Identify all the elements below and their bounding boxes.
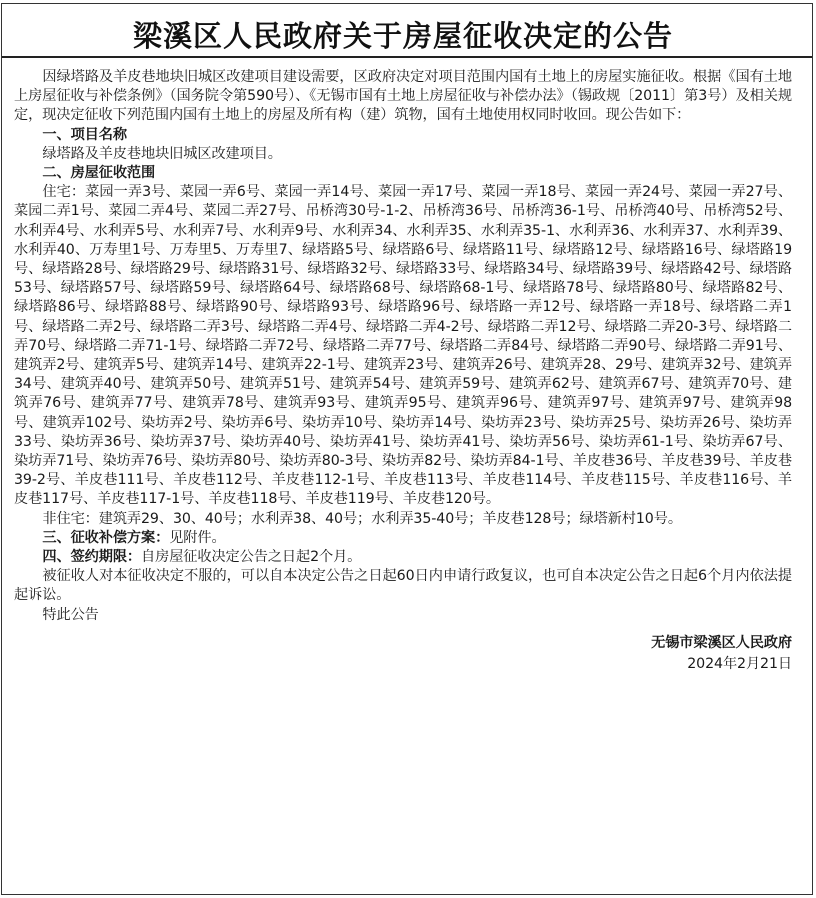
title-divider [2, 56, 812, 58]
section-1-text: 绿塔路及羊皮巷地块旧城区改建项目。 [42, 145, 282, 162]
issue-date: 2024年2月21日 [687, 655, 792, 672]
section-3-heading: 三、征收补偿方案： [42, 529, 170, 546]
appeal-paragraph: 被征收人对本征收决定不服的，可以自本决定公告之日起60日内申请行政复议，也可自本决定公告之日起6个月内依法提起诉讼。 [14, 568, 792, 604]
section-1-heading: 一、项目名称 [42, 126, 127, 143]
section-2-heading: 二、房屋征收范围 [42, 165, 156, 182]
section-3-text: 见附件。 [169, 529, 226, 546]
section-4-text: 自房屋征收决定公告之日起2个月。 [141, 549, 362, 566]
section-3 [14, 529, 792, 548]
signature-block [14, 633, 792, 675]
notice-body [14, 68, 792, 675]
notice-document [1, 3, 813, 895]
section-4 [14, 548, 792, 567]
intro-paragraph: 因绿塔路及羊皮巷地块旧城区改建项目建设需要，区政府决定对项目范围内国有土地上的房屋实施征收。根据《国有土地上房屋征收与补偿条例》（国务院令第590号）、《无锡市国有土地上房屋征收与补偿办法》（锡政规〔2011〕第3号）及相关规定，现决定征收下列范围内国有土地上的房屋及所有构（建）筑物，国有土地使用权同时收回。现公告如下： [14, 69, 792, 124]
residential-list: 住宅：菜园一弄3号、菜园一弄6号、菜园一弄14号、菜园一弄17号、菜园一弄18号、菜园一弄24号、菜园一弄27号、菜园二弄1号、菜园二弄4号、菜园二弄27号、吊桥湾30号-1-2、吊桥湾36号、吊桥湾36-1号、吊桥湾40号、吊桥湾52号、水利弄4号、水利弄5号、水利弄7号、水利弄9号、水利弄34、水利弄35、水利弄35-1、水利弄36、水利弄37、水利弄39、水利弄40、万寿里1号、万寿里5、万寿里7、绿塔路5号、绿塔路6号、绿塔路11号、绿塔路12号、绿塔路16号、绿塔路19号、绿塔路28号、绿塔路29号、绿塔路31号、绿塔路32号、绿塔路33号、绿塔路34号、绿塔路39号、绿塔路42号、绿塔路53号、绿塔路57号、绿塔路59号、绿塔路64号、绿塔路68号、绿塔路68-1号、绿塔路78号、绿塔路80号、绿塔路82号、绿塔路86号、绿塔路88号、绿塔路90号、绿塔路93号、绿塔路96号、绿塔路一弄12号、绿塔路一弄18号、绿塔路二弄1号、绿塔路二弄2号、绿塔路二弄3号、绿塔路二弄4号、绿塔路二弄4-2号、绿塔路二弄12号、绿塔路二弄20-3号、绿塔路二弄70号、绿塔路二弄71-1号、绿塔路二弄72号、绿塔路二弄77号、绿塔路二弄84号、绿塔路二弄90号、绿塔路二弄91号、建筑弄2号、建筑弄5号、建筑弄14号、建筑弄22-1号、建筑弄23号、建筑弄26号、建筑弄28、29号、建筑弄32号、建筑弄34号、建筑弄40号、建筑弄50号、建筑弄51号、建筑弄54号、建筑弄59号、建筑弄62号、建筑弄67号、建筑弄70号、建筑弄76号、建筑弄77号、建筑弄78号、建筑弄93号、建筑弄95号、建筑弄96号、建筑弄97号、建筑弄97号、建筑弄98号、建筑弄102号、染坊弄2号、染坊弄6号、染坊弄10号、染坊弄14号、染坊弄23号、染坊弄25号、染坊弄26号、染坊弄33号、染坊弄36号、染坊弄37号、染坊弄40号、染坊弄41号、染坊弄41号、染坊弄56号、染坊弄61-1号、染坊弄67号、染坊弄71号、染坊弄76号、染坊弄80号、染坊弄80-3号、染坊弄82号、染坊弄84-1号、羊皮巷36号、羊皮巷39号、羊皮巷39-2号、羊皮巷111号、羊皮巷112号、羊皮巷112-1号、羊皮巷113号、羊皮巷114号、羊皮巷115号、羊皮巷116号、羊皮巷117号、羊皮巷117-1号、羊皮巷118号、羊皮巷119号、羊皮巷120号。 [14, 184, 792, 508]
section-4-heading: 四、签约期限： [42, 549, 142, 566]
non-residential-list: 非住宅：建筑弄29、30、40号；水利弄38、40号；水利弄35-40号；羊皮巷128号；绿塔新村10号。 [42, 510, 682, 527]
closing-text: 特此公告 [42, 606, 99, 623]
issuer-name: 无锡市梁溪区人民政府 [651, 634, 792, 651]
notice-title: 梁溪区人民政府关于房屋征收决定的公告 [132, 19, 673, 53]
